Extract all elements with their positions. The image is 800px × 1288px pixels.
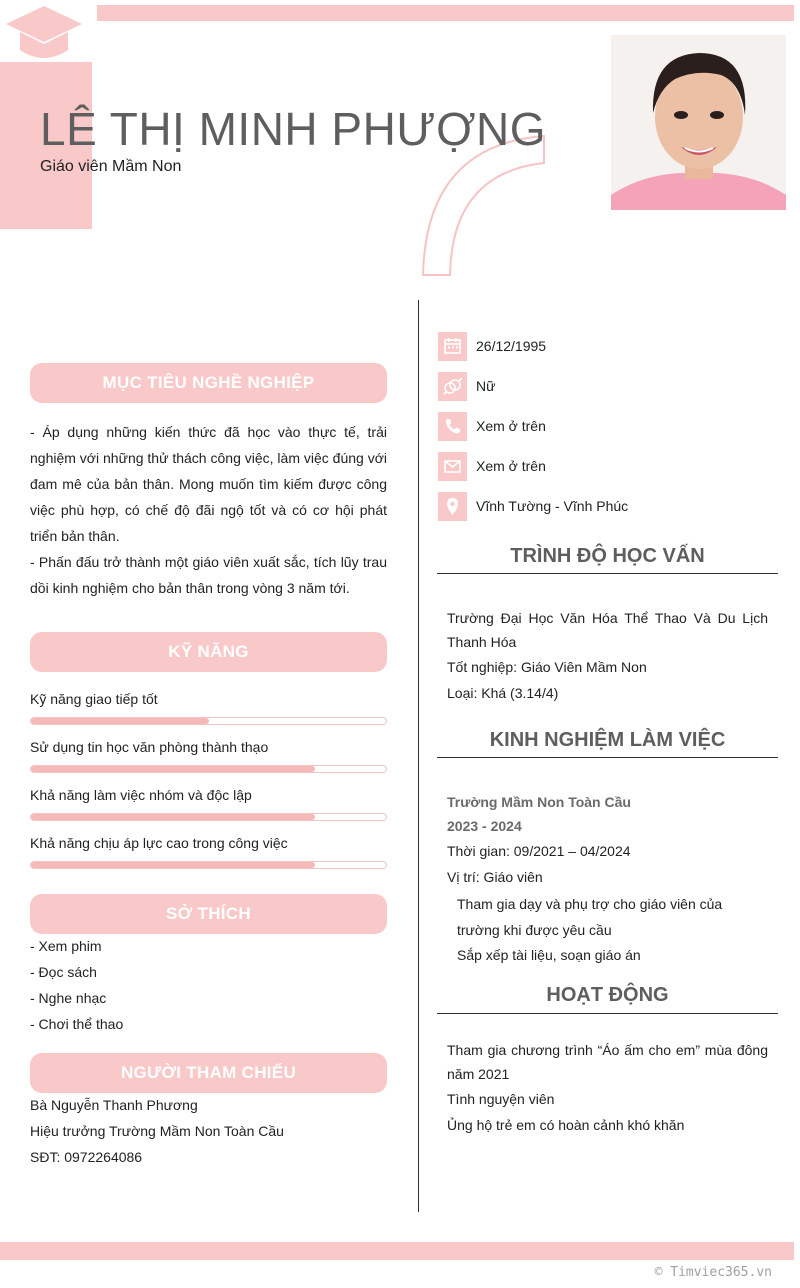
skill-bar-fill: [31, 766, 315, 772]
skill-label: Kỹ năng giao tiếp tốt: [30, 691, 158, 707]
hobby-item: - Đọc sách: [30, 964, 97, 980]
skill-label: Khả năng làm việc nhóm và độc lập: [30, 787, 252, 803]
top-accent-bar: [97, 5, 794, 21]
experience-period: Thời gian: 09/2021 – 04/2024: [447, 843, 631, 859]
experience-rule: [437, 757, 778, 758]
experience-company: Trường Mầm Non Toàn Cầu: [447, 794, 631, 810]
skill-bar: [30, 861, 387, 869]
reference-position: Hiệu trưởng Trường Mầm Non Toàn Cầu: [30, 1123, 284, 1139]
activities-rule: [437, 1013, 778, 1014]
hobbies-heading: SỞ THÍCH: [30, 894, 387, 934]
bottom-accent-bar: [0, 1242, 794, 1260]
objective-paragraph-1: - Áp dụng những kiến thức đã học vào thực tế, trải nghiệm với những thử thách công việc, làm việc đúng với đam mê của bản thân. Mong muốn tìm kiếm được công việc phù hợp, có chế độ đãi ngộ tốt và có cơ hội phát triển bản thân.: [30, 424, 387, 544]
candidate-name: LÊ THỊ MINH PHƯỢNG: [40, 103, 547, 155]
hobby-item: - Nghe nhạc: [30, 990, 107, 1006]
gender-icon: [438, 372, 467, 401]
watermark: © Timviec365.vn: [654, 1265, 772, 1280]
phone-icon: [438, 412, 467, 441]
skill-bar: [30, 813, 387, 821]
hobby-item: - Xem phim: [30, 938, 102, 954]
objective-heading: MỤC TIÊU NGHỀ NGHIỆP: [30, 363, 387, 403]
skill-bar: [30, 765, 387, 773]
education-grade: Loại: Khá (3.14/4): [447, 685, 559, 701]
profile-photo: [611, 35, 786, 210]
column-divider: [418, 300, 419, 1212]
skill-bar-fill: [31, 814, 315, 820]
activity-item: Ủng hộ trẻ em có hoàn cảnh khó khăn: [447, 1117, 685, 1133]
location-icon: [438, 492, 467, 521]
activity-item: Tham gia chương trình “Áo ấm cho em” mùa đông năm 2021: [447, 1042, 768, 1082]
calendar-icon: [438, 332, 467, 361]
email-value: Xem ở trên: [476, 458, 546, 474]
skill-label: Sử dụng tin học văn phòng thành thạo: [30, 739, 269, 755]
reference-name: Bà Nguyễn Thanh Phương: [30, 1097, 198, 1113]
skills-heading: KỸ NĂNG: [30, 632, 387, 672]
education-heading: TRÌNH ĐỘ HỌC VẤN: [510, 545, 705, 567]
email-icon: [438, 452, 467, 481]
skill-bar-fill: [31, 718, 209, 724]
hobby-item: - Chơi thể thao: [30, 1016, 124, 1032]
phone-value: Xem ở trên: [476, 418, 546, 434]
experience-position: Vị trí: Giáo viên: [447, 869, 543, 885]
education-school: Trường Đại Học Văn Hóa Thể Thao Và Du Lịch Thanh Hóa: [447, 610, 768, 650]
skill-bar-fill: [31, 862, 315, 868]
job-title: Giáo viên Mầm Non: [40, 158, 182, 175]
objective-paragraph-2: - Phấn đấu trở thành một giáo viên xuất sắc, tích lũy trau dồi kinh nghiệm cho bản thân trong vòng 3 năm tới.: [30, 554, 387, 596]
graduation-cap-icon: [4, 4, 84, 64]
activity-item: Tình nguyện viên: [447, 1091, 555, 1107]
skill-bar: [30, 717, 387, 725]
activities-heading: HOẠT ĐỘNG: [546, 984, 669, 1006]
experience-heading: KINH NGHIỆM LÀM VIỆC: [489, 729, 726, 751]
reference-phone: SĐT: 0972264086: [30, 1149, 143, 1165]
birthday-value: 26/12/1995: [476, 338, 547, 354]
education-degree: Tốt nghiệp: Giáo Viên Mầm Non: [447, 659, 647, 675]
references-heading: NGƯỜI THAM CHIẾU: [30, 1053, 387, 1093]
experience-years: 2023 - 2024: [447, 818, 522, 834]
experience-duty: Sắp xếp tài liệu, soạn giáo án: [457, 947, 641, 963]
experience-duty: Tham gia dạy và phụ trợ cho giáo viên của trường khi được yêu cầu: [457, 896, 723, 938]
education-rule: [437, 573, 778, 574]
skill-label: Khả năng chịu áp lực cao trong công việc: [30, 835, 288, 851]
gender-value: Nữ: [476, 378, 496, 394]
address-value: Vĩnh Tường - Vĩnh Phúc: [476, 498, 629, 514]
